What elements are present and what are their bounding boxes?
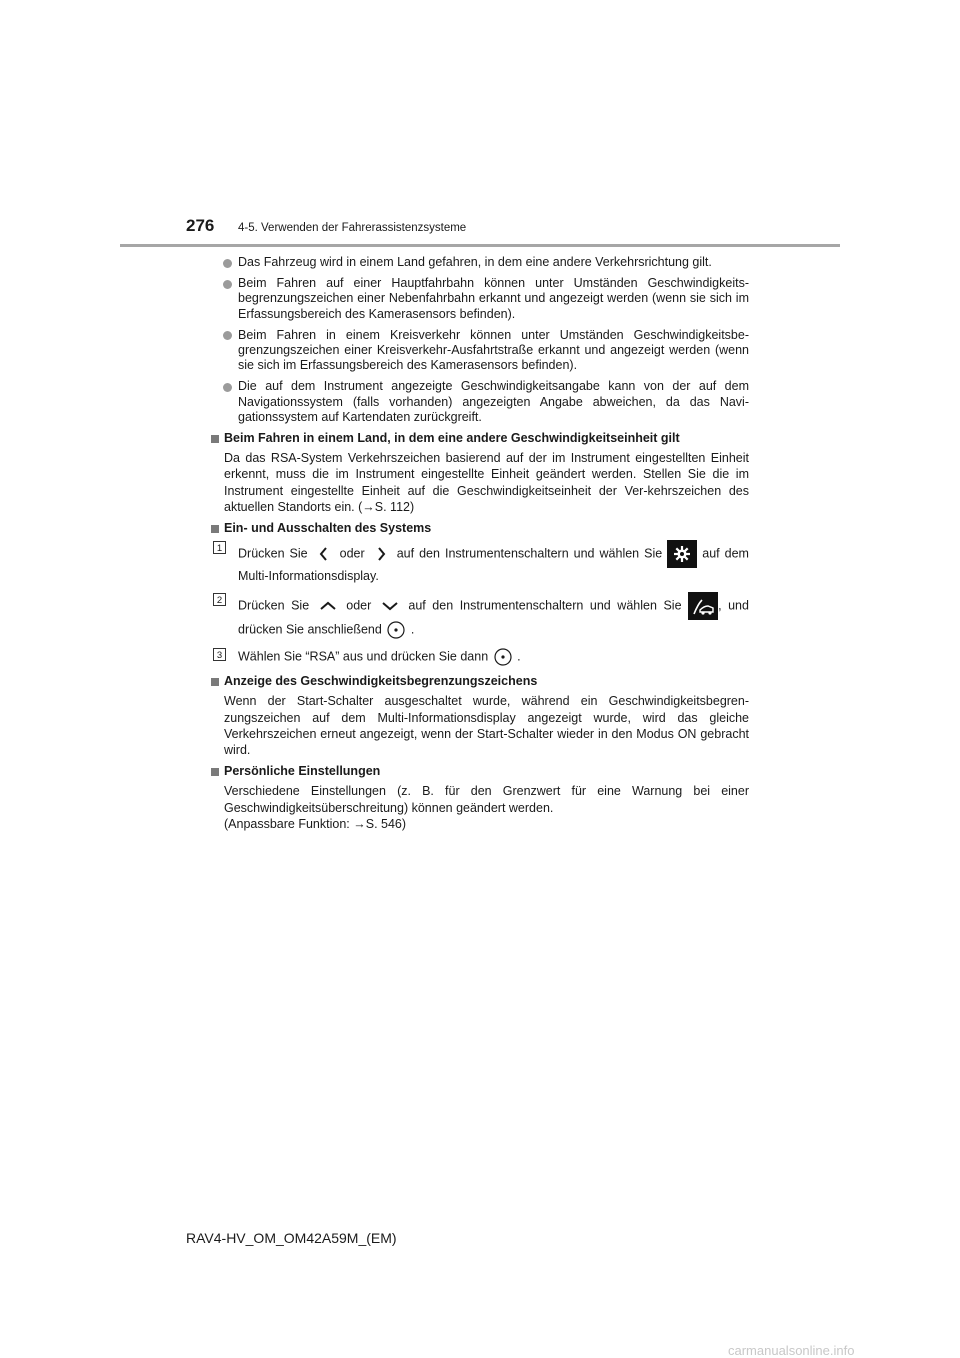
square-marker-icon (211, 525, 219, 533)
step-text: auf den Instrumentenschaltern und wählen Sie (396, 546, 663, 561)
footer-code: RAV4-HV_OM_OM42A59M_(EM) (186, 1230, 397, 1246)
paragraph-text: Verschiedene Einstellungen (z. B. für den Grenzwert für eine Warnung bei einer Geschwindigkeitsüberschreitung) können geändert werden. (224, 784, 749, 815)
square-marker-icon (211, 435, 219, 443)
step-text: und drücken Sie anschließend (238, 598, 749, 637)
step-text: . (517, 649, 521, 664)
step-text: oder (346, 598, 372, 613)
section-text-personal (211, 783, 749, 832)
step-text: Wählen Sie “RSA” aus und drücken Sie dann (238, 649, 489, 664)
heading-text: Anzeige des Geschwindigkeitsbegrenzungszeichens (224, 674, 538, 689)
bullet-item (211, 379, 749, 425)
step-1 (211, 540, 749, 585)
step-2 (211, 592, 749, 640)
bullet-item (211, 255, 749, 270)
step-number: 3 (213, 648, 226, 661)
heading-text: Ein- und Ausschalten des Systems (224, 521, 432, 536)
paragraph-text: (Anpassbare Funktion: →S. 546) (224, 816, 407, 831)
step-text: . (410, 622, 415, 637)
step-text: auf den Instrumentenschaltern und wählen Sie (408, 598, 682, 613)
page-number: 276 (186, 216, 215, 235)
chevron-down-icon (378, 599, 402, 613)
heading-text: Persönliche Einstellungen (224, 764, 381, 779)
step-text: Drücken Sie (238, 598, 310, 613)
step-3 (211, 647, 749, 667)
ok-button-icon (492, 647, 514, 667)
section-heading-onoff (211, 521, 749, 536)
header-divider (120, 244, 840, 247)
chevron-up-icon (316, 599, 340, 613)
square-marker-icon (211, 678, 219, 686)
chevron-left-icon (313, 546, 335, 562)
bullet-text: Die auf dem Instrument angezeigte Geschwindigkeitsangabe kann von der auf dem Navigationssystem (falls vorhanden) angezeigten Angabe abweichen, da das Navi-gationssystem auf Kartendaten zurückgreift. (238, 379, 749, 424)
chevron-right-icon (370, 546, 392, 562)
circle-bullet-icon (223, 331, 232, 340)
page-content (211, 255, 749, 836)
step-text: , (718, 598, 722, 613)
circle-bullet-icon (223, 280, 232, 289)
heading-text: Beim Fahren in einem Land, in dem eine andere Geschwindigkeitseinheit gilt (224, 431, 680, 446)
step-number: 1 (213, 541, 226, 554)
square-marker-icon (211, 768, 219, 776)
step-text: oder (339, 546, 365, 561)
section-text-display: Wenn der Start-Schalter ausgeschaltet wurde, während ein Geschwindigkeitsbegren-zungszeichen auf dem Multi-Informationsdisplay angezeigt wurde, wird das gleiche Verkehrszeichen erneut angezeigt, wenn der Start-Schalter wieder in den Modus ON gebracht wird. (224, 694, 749, 758)
watermark: carmanualsonline.info (728, 1343, 855, 1358)
circle-bullet-icon (223, 259, 232, 268)
bullet-item (211, 328, 749, 374)
bullet-text: Beim Fahren in einem Kreisverkehr können unter Umständen Geschwindigkeitsbe-grenzungszeichen einer Kreisverkehr-Ausfahrtstraße erkannt und angezeigt werden (wenn sie sich im Erfassungsbereich des Kamerasensors befinden). (238, 327, 749, 373)
circle-bullet-icon (223, 383, 232, 392)
step-number: 2 (213, 593, 226, 606)
step-text: auf dem Multi-Informationsdisplay. (238, 546, 749, 584)
bullet-text: Beim Fahren auf einer Hauptfahrbahn können unter Umständen Geschwindigkeits-begrenzungszeichen einer Nebenfahrbahn erkannt und angezeigt werden (wenn sie sich im Erfassungsbereich des Kamerasensors befinden). (238, 276, 749, 321)
section-heading-display (211, 674, 749, 689)
section-title: 4-5. Verwenden der Fahrerassistenzsysteme (238, 222, 467, 234)
bullet-item (211, 276, 749, 322)
section-heading-personal (211, 764, 749, 779)
section-text-unit: Da das RSA-System Verkehrszeichen basierend auf der im Instrument eingestellten Einheit erkennt, muss die im Instrument eingestellte Einheit geändert werden. Stellen Sie die im Instrument eingestellte Einheit auf die Geschwindigkeitseinheit der Ver-kehrszeichen des aktuellen Standorts ein. (→S. 112) (224, 451, 749, 514)
settings-gear-icon (667, 540, 697, 568)
step-text: Drücken Sie (238, 546, 308, 561)
bullet-text: Das Fahrzeug wird in einem Land gefahren, in dem eine andere Verkehrsrichtung gilt. (238, 255, 712, 269)
section-heading-unit (211, 431, 749, 446)
ok-button-icon (385, 620, 407, 640)
driving-assist-icon (688, 592, 718, 620)
